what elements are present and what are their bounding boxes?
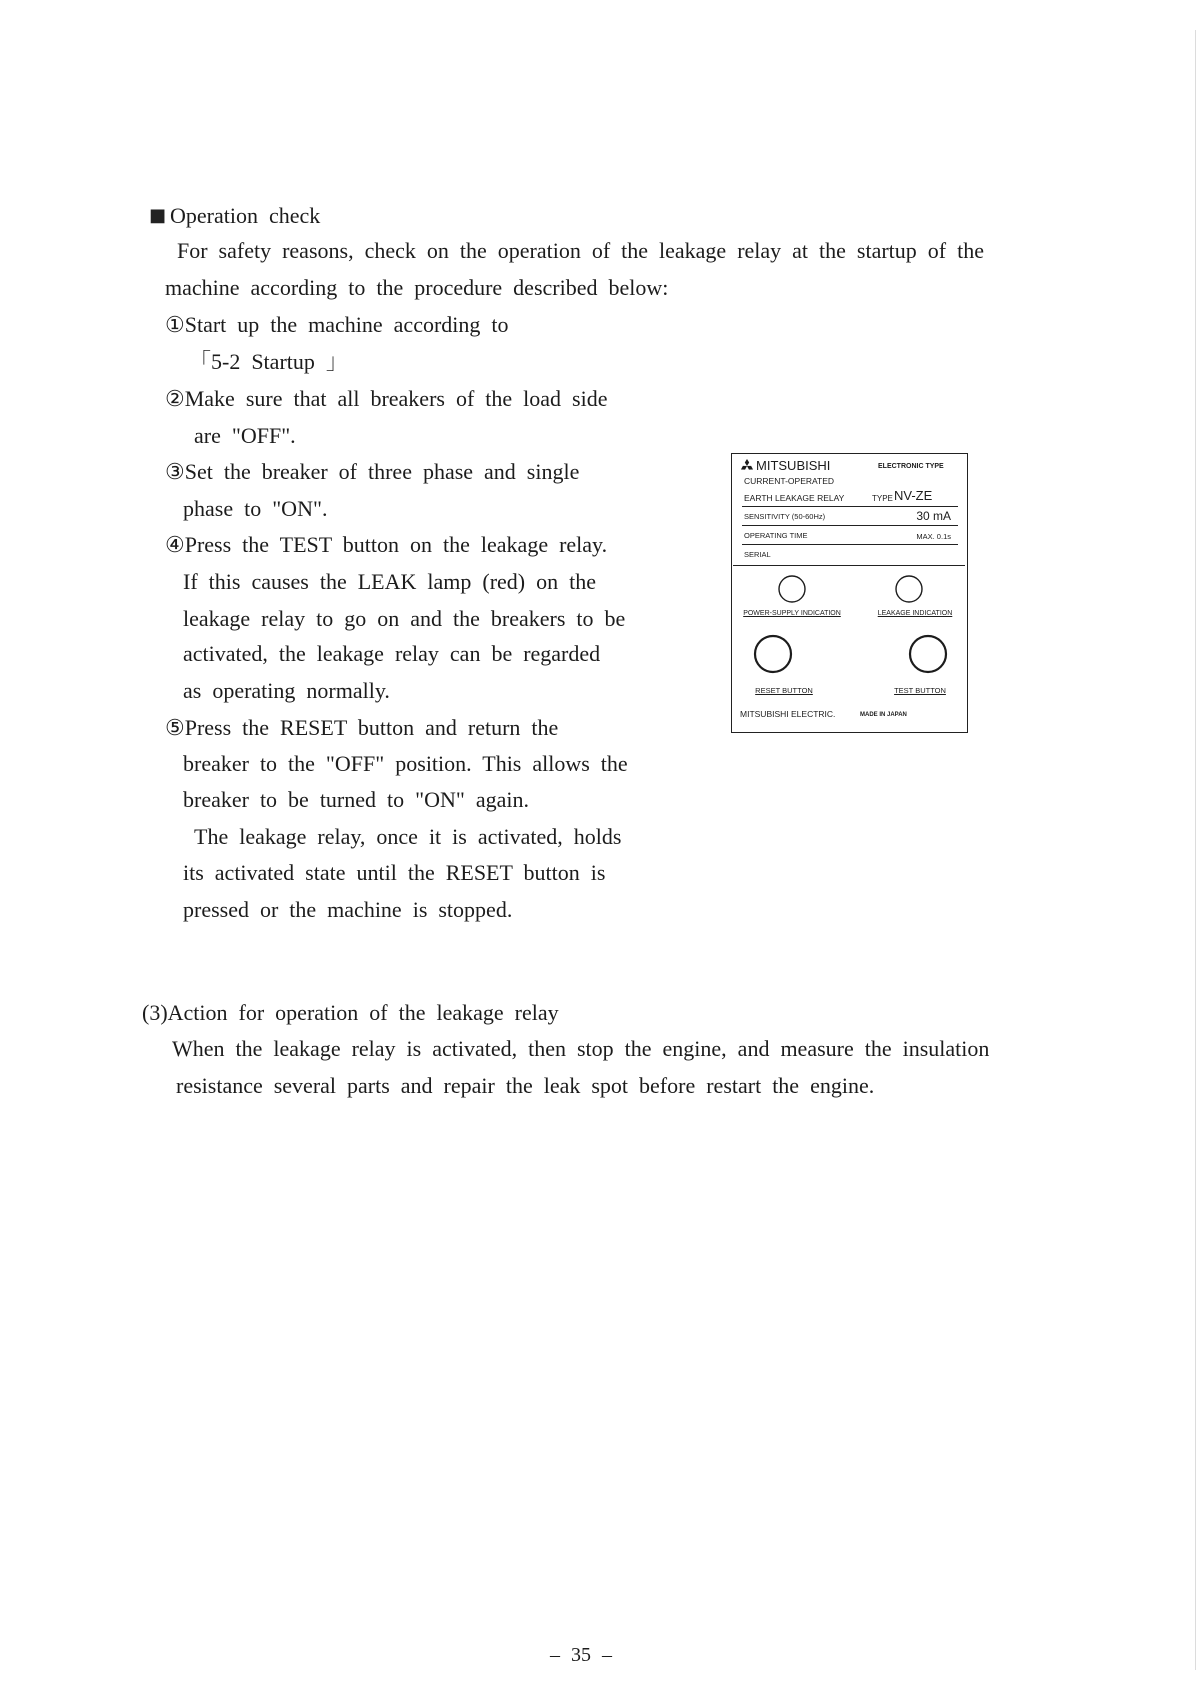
leakage-lamp [896, 576, 922, 602]
step-3-line: ③Set the breaker of three phase and single [165, 459, 580, 484]
test-button-label: TEST BUTTON [894, 686, 946, 695]
sensitivity-value: 30 mA [916, 509, 951, 523]
leakage-indication-label: LEAKAGE INDICATION [877, 610, 953, 617]
step-2-line: ②Make sure that all breakers of the load side [165, 386, 608, 411]
reset-button-depiction [755, 636, 791, 672]
section-marker: ■ [149, 205, 167, 226]
power-supply-indication-label: POWER-SUPPLY INDICATION [743, 610, 841, 617]
step-5-line: The leakage relay, once it is activated, holds [194, 824, 622, 849]
intro-line: machine according to the procedure described below: [165, 275, 669, 300]
operating-time-label: OPERATING TIME [744, 531, 808, 540]
maker-label: MITSUBISHI ELECTRIC. [740, 709, 836, 719]
step-5-line: breaker to be turned to "ON" again. [183, 787, 530, 812]
power-supply-lamp [779, 576, 805, 602]
type-value: NV-ZE [894, 488, 933, 503]
section-heading-action: (3)Action for operation of the leakage relay [142, 1000, 559, 1025]
intro-line: For safety reasons, check on the operation of the leakage relay at the startup of the [177, 238, 984, 263]
step-5-line: ⑤Press the RESET button and return the [165, 715, 559, 740]
step-4-line: ④Press the TEST button on the leakage relay. [165, 532, 608, 557]
step-2-line: are "OFF". [194, 423, 296, 448]
made-in-label: MADE IN JAPAN [860, 712, 907, 718]
action-line: When the leakage relay is activated, then stop the engine, and measure the insulation [172, 1036, 990, 1061]
step-5-line: breaker to the "OFF" position. This allows the [183, 751, 628, 776]
sensitivity-label: SENSITIVITY (50-60Hz) [744, 512, 826, 521]
step-1-line: ①Start up the machine according to [165, 312, 509, 337]
page-number: – 35 – [550, 1644, 612, 1666]
serial-label: SERIAL [744, 550, 771, 559]
section-heading-operation-check: Operation check [170, 203, 321, 228]
brand-name: MITSUBISHI [756, 458, 831, 473]
operating-time-value: MAX. 0.1s [916, 532, 951, 541]
type-label: TYPE [872, 494, 893, 503]
scan-edge-line [1195, 30, 1196, 1670]
step-3-line: phase to "ON". [183, 496, 328, 521]
step-4-line: leakage relay to go on and the breakers to be [183, 606, 626, 631]
step-1-line: 「5-2 Startup 」 [189, 349, 348, 374]
relay-name: EARTH LEAKAGE RELAY [744, 493, 845, 503]
step-5-line: its activated state until the RESET button is [183, 860, 606, 885]
current-operated-label: CURRENT-OPERATED [744, 476, 835, 486]
step-4-line: as operating normally. [183, 678, 390, 703]
reset-button-label: RESET BUTTON [755, 686, 813, 695]
action-line: resistance several parts and repair the leak spot before restart the engine. [176, 1073, 875, 1098]
step-4-line: If this causes the LEAK lamp (red) on the [183, 569, 596, 594]
electronic-type-label: ELECTRONIC TYPE [878, 463, 944, 470]
step-5-line: pressed or the machine is stopped. [183, 897, 513, 922]
leakage-relay-nameplate [731, 453, 968, 733]
test-button-depiction [910, 636, 946, 672]
step-4-line: activated, the leakage relay can be regarded [183, 641, 601, 666]
